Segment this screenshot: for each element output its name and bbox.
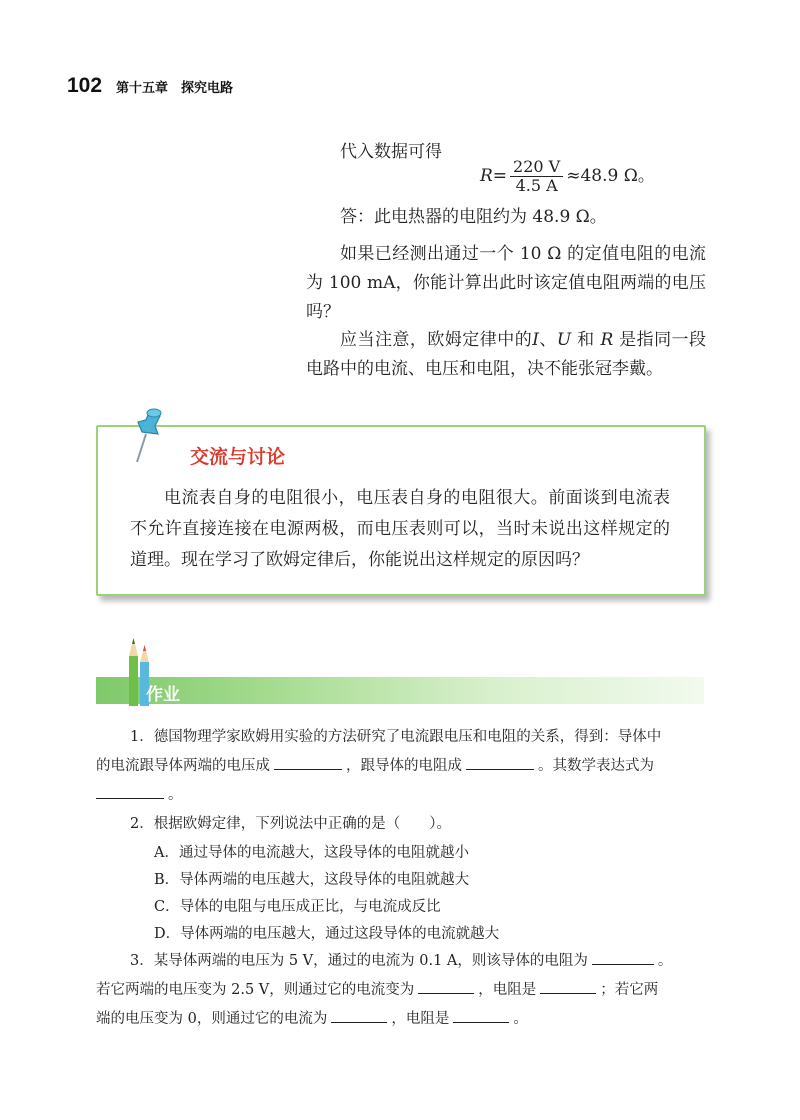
q2-option-b: B．导体两端的电压越大，这段导体的电阻就越大: [154, 872, 470, 888]
q1-line2: [96, 752, 654, 781]
homework-bar: [96, 677, 704, 704]
page-header: [67, 74, 233, 98]
q3-text-a: 3．某导体两端的电压为 5 V，通过的电流为 0.1 A，则该导体的电阻为: [130, 953, 588, 969]
q1-line1: 1．德国物理学家欧姆用实验的方法研究了电流跟电压和电阻的关系，得到：导体中: [130, 729, 662, 745]
homework-title: 作业: [146, 685, 180, 705]
q2-option-d: D．导体两端的电压越大，通过这段导体的电流就越大: [154, 926, 500, 942]
answer-blank[interactable]: [418, 979, 474, 994]
symbol-i: I: [532, 330, 539, 350]
discussion-text: 电流表自身的电阻很小，电压表自身的电阻很大。前面谈到电流表不允许直接连接在电源两极，而电压表则可以，当时未说出这样规定的道理。现在学习了欧姆定律后，你能说出这样规定的原因吗？: [130, 488, 670, 570]
page-number: 102: [67, 74, 103, 97]
q3-text-b: 。: [657, 953, 673, 969]
q3-text-c: 若它两端的电压变为 2.5 V，则通过它的电流变为: [96, 982, 415, 998]
answer-blank[interactable]: [592, 950, 654, 965]
q2-option-a: A．通过导体的电流越大，这段导体的电阻就越小: [154, 845, 469, 861]
q3-text-e: ；若它两: [600, 982, 659, 998]
q3-line1: [130, 947, 672, 976]
formula-rhs: ≈48.9 Ω。: [566, 166, 655, 186]
q3-text-h: 。: [513, 1011, 528, 1027]
q3-text-g: ，电阻是: [391, 1011, 450, 1027]
answer-blank[interactable]: [331, 1008, 387, 1023]
answer-blank[interactable]: [274, 755, 342, 770]
note-text-d: 是指同一段电路中的电流、电压和电阻，决不能张冠李戴。: [306, 330, 707, 379]
example-intro: 代入数据可得: [340, 142, 442, 162]
discussion-title: 交流与讨论: [190, 446, 286, 468]
chapter-title: 第十五章 探究电路: [116, 80, 234, 95]
q1-text-c: 。其数学表达式为: [538, 758, 654, 774]
note-text-b: 、: [538, 330, 557, 350]
q2-option-c: C．导体的电阻与电压成正比，与电流成反比: [154, 899, 441, 915]
q3-line3: [96, 1005, 528, 1034]
q2-stem: 2．根据欧姆定律，下列说法中正确的是（ ）。: [130, 816, 451, 832]
formula: [480, 158, 655, 195]
q1-text-a: 的电流跟导体两端的电压成: [96, 758, 270, 774]
formula-denominator: 4.5 A: [515, 176, 558, 195]
q3-text-d: ，电阻是: [478, 982, 537, 998]
formula-fraction: [510, 158, 563, 195]
symbol-u: U: [556, 330, 572, 350]
note-text-a: 应当注意，欧姆定律中的: [340, 330, 533, 350]
q1-line3: [96, 781, 183, 810]
q1-text-end: 。: [168, 787, 183, 803]
answer-blank[interactable]: [540, 979, 596, 994]
answer-blank[interactable]: [453, 1008, 509, 1023]
symbol-r: R: [600, 330, 614, 350]
example-answer: 答：此电热器的电阻约为 48.9 Ω。: [340, 207, 607, 227]
pushpin-icon: [128, 404, 166, 466]
q3-text-f: 端的电压变为 0，则通过它的电流为: [96, 1011, 328, 1027]
answer-blank[interactable]: [96, 784, 164, 799]
formula-lhs: R=: [480, 166, 508, 186]
q1-text-b: ，跟导体的电阻成: [346, 758, 462, 774]
formula-numerator: 220 V: [510, 158, 563, 177]
note-text-c: 和: [571, 330, 601, 350]
paragraph-question: 如果已经测出通过一个 10 Ω 的定值电阻的电流为 100 mA，你能计算出此时该定值电阻两端的电压吗？: [306, 244, 706, 322]
answer-blank[interactable]: [466, 755, 534, 770]
q3-line2: [96, 976, 658, 1005]
paragraph-note: [306, 326, 706, 384]
